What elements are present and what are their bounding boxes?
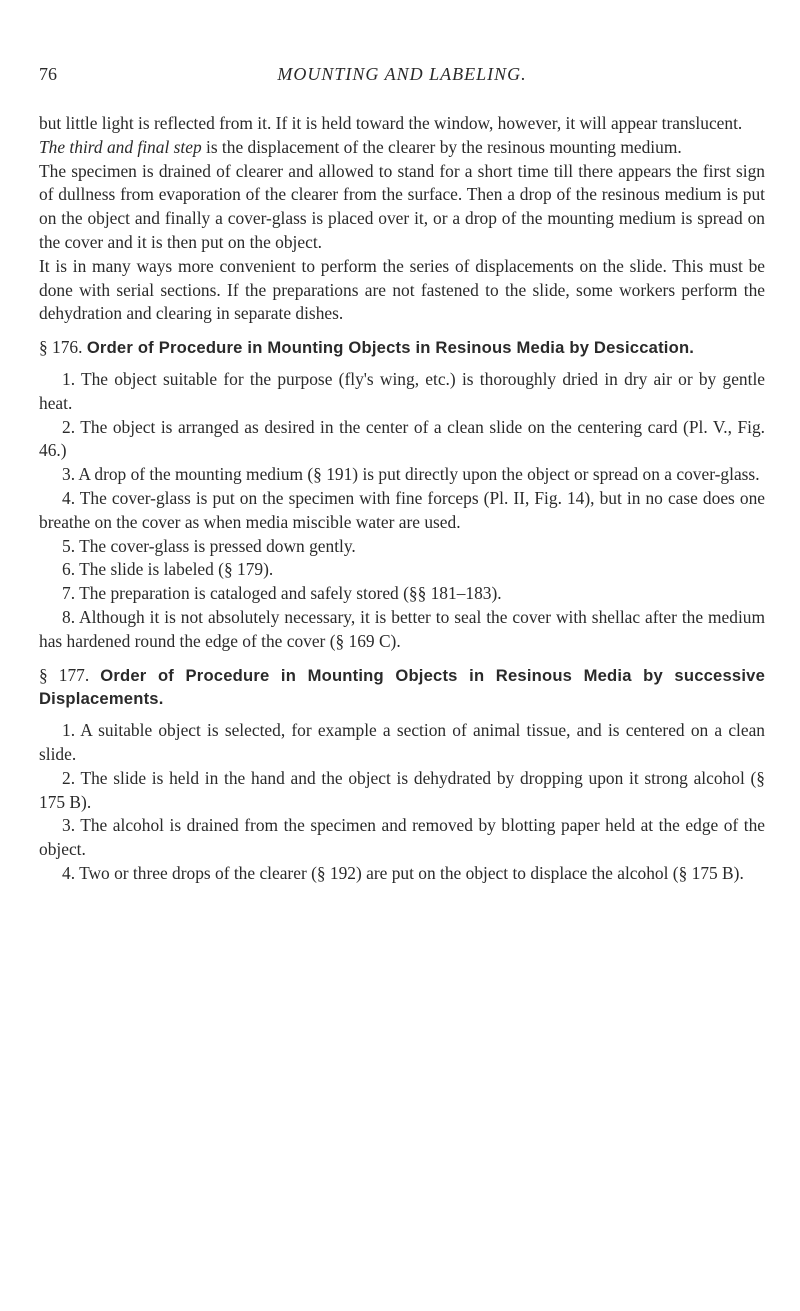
section-176-step: 8. Although it is not absolutely necessary, it is better to seal the cover with shellac after the medium has hardened round the edge of the cover (§ 169 C). bbox=[39, 606, 765, 651]
section-177-step: 2. The slide is held in the hand and the object is dehydrated by dropping upon it strong alcohol (§ 175 B). bbox=[39, 767, 765, 812]
section-176-step: 4. The cover-glass is put on the specimen with fine forceps (Pl. II, Fig. 14), but in no case does one breathe on the cover as when media miscible water are used. bbox=[39, 487, 765, 532]
section-176-step: 3. A drop of the mounting medium (§ 191) is put directly upon the object or spread on a cover-glass. bbox=[62, 464, 760, 485]
section-177-step: 4. Two or three drops of the clearer (§ 192) are put on the object to displace the alcohol (§ 175 B). bbox=[62, 862, 744, 883]
section-176-mark: § 176. bbox=[39, 337, 87, 358]
italic-lead: The third and final step bbox=[39, 136, 202, 157]
section-177-mark: § 177. bbox=[39, 664, 101, 685]
running-title: MOUNTING AND LABELING. bbox=[277, 64, 527, 84]
paragraph-third-step-text: is the displacement of the clearer by the resinous mounting medium. bbox=[201, 136, 682, 157]
section-176-heading bbox=[39, 336, 765, 360]
paragraph-specimen-drained: The specimen is drained of clearer and allowed to stand for a short time till there appears the first sign of dullness from evaporation of the clearer from the surface. Then a drop of the resinous medium is put on the object and finally a cover-glass is placed over it, or a drop of the mounting medium is spread on the cover and it is then put on the object. bbox=[39, 160, 765, 252]
paragraph-third-step bbox=[39, 136, 765, 160]
section-177-step: 1. A suitable object is selected, for example a section of animal tissue, and is centered on a clean slide. bbox=[39, 720, 765, 764]
page-number: 76 bbox=[39, 64, 57, 84]
page-body bbox=[39, 112, 765, 886]
section-176-step: 1. The object suitable for the purpose (fly's wing, etc.) is thoroughly dried in dry air or by gentle heat. bbox=[39, 368, 765, 413]
paragraph-displacements-on-slide: It is in many ways more convenient to perform the series of displacements on the slide. This must be done with serial sections. If the preparations are not fastened to the slide, some workers perform the dehydration and clearing in separate dishes. bbox=[39, 255, 765, 324]
section-176-step: 7. The preparation is cataloged and safely stored (§§ 181–183). bbox=[62, 583, 502, 604]
section-176-title: Order of Procedure in Mounting Objects in Resinous Media by Desiccation. bbox=[86, 338, 695, 358]
section-176-step: 5. The cover-glass is pressed down gently. bbox=[62, 535, 356, 556]
section-176-step: 2. The object is arranged as desired in the center of a clean slide on the centering card (Pl. V., Fig. 46.) bbox=[39, 416, 765, 461]
section-177-heading bbox=[39, 664, 765, 712]
section-177-title: Order of Procedure in Mounting Objects in Resinous Media by successive Displacements. bbox=[39, 665, 766, 709]
section-176-step: 6. The slide is labeled (§ 179). bbox=[62, 559, 274, 580]
paragraph-continuation: but little light is reflected from it. If it is held toward the window, however, it will appear translucent. bbox=[39, 113, 743, 133]
section-177-step: 3. The alcohol is drained from the specimen and removed by blotting paper held at the edge of the object. bbox=[39, 815, 765, 860]
running-head bbox=[39, 62, 765, 86]
